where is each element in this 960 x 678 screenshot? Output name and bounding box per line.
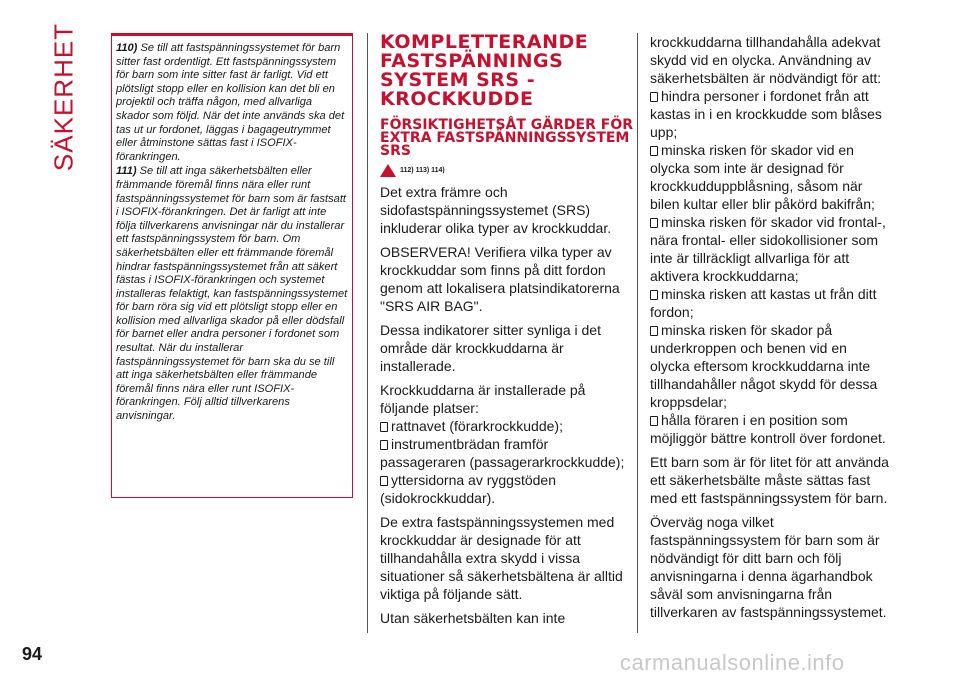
paragraph: Det extra främre och sidofastspänningssystemet (SRS) inkluderar olika typer av krockkuddar.: [380, 184, 612, 236]
reference-numbers: 112) 113) 114): [400, 167, 445, 174]
paragraph: Utan säkerhetsbälten kan inte: [380, 610, 566, 626]
warning-triangle-icon: [380, 164, 396, 177]
list-item-text: minska risken för skador på underkroppen och benen vid en olycka eftersom krockkuddarna inte tillhandahåller något skydd för dessa kroppsdelar;: [650, 322, 878, 410]
watermark: carmanualsonline.info: [620, 650, 845, 675]
column-right: [650, 33, 890, 627]
list-item-text: yttersidorna av ryggstöden (sidokrockkuddar).: [380, 472, 556, 506]
checkbox-bullet-icon: [380, 476, 388, 486]
paragraph: OBSERVERA! Verifiera vilka typer av krockkuddar som finns på ditt fordon genom att lokalisera platsindikatorerna "SRS AIR BAG".: [380, 244, 620, 314]
list-item-text: rattnavet (förarkrockkudde);: [391, 418, 563, 434]
checkbox-bullet-icon: [650, 92, 658, 102]
list-item: [650, 321, 890, 411]
list-item: [650, 213, 890, 285]
warning-number: 111): [116, 165, 137, 178]
list-item-text: minska risken för skador vid en olycka som inte är designad för krockkudduppblåsning, såsom när bilen kultar eller blir påkörd bakifrån;: [650, 142, 875, 212]
list-item: [650, 411, 890, 447]
list-item: [650, 141, 890, 213]
warning-item: [116, 165, 348, 423]
list-item-text: minska risken att kastas ut från ditt fordon;: [650, 286, 877, 320]
paragraph: Dessa indikatorer sitter synliga i det område där krockkuddarna är installerade.: [380, 322, 601, 374]
warning-number: 110): [116, 42, 138, 54]
list-item: [380, 417, 634, 435]
checkbox-bullet-icon: [650, 416, 658, 426]
checkbox-bullet-icon: [380, 422, 388, 432]
column-divider: [367, 33, 368, 633]
list-item: [650, 87, 890, 141]
paragraph: krockkuddarna tillhandahålla adekvat skydd vid en olycka. Användning av säkerhetsbälten är nödvändigt för att:: [650, 34, 882, 86]
checkbox-bullet-icon: [650, 326, 658, 336]
section-heading: KOMPLETTERANDE FASTSPÄNNINGS SYSTEM SRS - KROCKKUDDE: [380, 31, 589, 110]
warning-item: [116, 42, 348, 164]
warning-text: Se till att inga säkerhetsbälten eller främmande föremål finns nära eller runt fastspänningssystemet för barn som är fastsatt i ISOFIX-förankringen. Det är farligt att inte följa tillverkarens anvisningar när du installerar ett fastspänningssystem för barn. Om säkerhetsbälten eller ett främmande föremål hindrar fastspänningssystemet från att säkert fästas i ISOFIX-förankringen och systemet installeras felaktigt, kan fastspänningssystemet för barn röra sig vid ett plötsligt stopp eller en kollision med allvarliga skador på eller dödsfall för barnet eller andra personer i fordonet som resultat. När du installerar fastspänningssystemet för barn ska du se till att inga säkerhetsbälten eller främmande föremål finns nära eller runt ISOFIX-förankringen. Följ alltid tillverkarens anvisningar.: [116, 165, 348, 423]
warning-references: [380, 164, 634, 177]
paragraph: De extra fastspänningssystemen med krockkuddar är designade för att tillhandahålla extra skydd i vissa situationer så säkerhetsbältena är alltid viktiga på följande sätt.: [380, 514, 623, 602]
warning-text: Se till att fastspänningssystemet för barn sitter fast ordentligt. Ett fastspänningssystem för barn som inte sitter fast är farligt. Vid ett plötsligt stopp eller en kollision kan det bli en projektil och träffa någon, med allvarliga skador som följd. När det inte används ska det tas ut ur fordonet, läggas i bagageutrymmet eller åtminstone sättas fast i ISOFIX-förankringen.: [116, 42, 345, 163]
paragraph: Krockkuddarna är installerade på följande platser:: [380, 382, 586, 416]
list-item-text: instrumentbrädan framför passageraren (passagerarkrockkudde);: [380, 436, 625, 470]
section-tab-label: SÄKERHET: [48, 22, 79, 172]
checkbox-bullet-icon: [650, 218, 658, 228]
section-tab: [44, 22, 84, 172]
checkbox-bullet-icon: [380, 440, 388, 450]
subsection-heading: FÖRSIKTIGHETSÅT GÄRDER FÖR EXTRA FASTSPÄNNINGSSYSTEM SRS: [380, 117, 633, 159]
list-item: [380, 435, 634, 471]
column-divider: [637, 33, 638, 633]
checkbox-bullet-icon: [650, 146, 658, 156]
column-middle: [380, 33, 634, 633]
list-item-text: hindra personer i fordonet från att kastas in i en krockkudde som blåses upp;: [650, 88, 882, 140]
paragraph: Överväg noga vilket fastspänningssystem för barn som är nödvändigt för ditt barn och följ anvisningarna i denna ägarhandbok såväl som anvisningarna från tillverkaren av fastspänningssystemet.: [650, 514, 887, 620]
list-item-text: hålla föraren i en position som möjliggör bättre kontroll över fordonet.: [650, 412, 886, 446]
paragraph: Ett barn som är för litet för att använda ett säkerhetsbälte måste sättas fast med ett fastspänningssystem för barn.: [650, 454, 889, 506]
checkbox-bullet-icon: [650, 290, 658, 300]
list-item: [650, 285, 890, 321]
list-item-text: minska risken för skador vid frontal-, nära frontal- eller sidokollisioner som inte är tillräckligt allvarliga för att aktivera krockkuddarna;: [650, 214, 886, 284]
list-item: [380, 471, 634, 507]
page-number: 94: [22, 644, 43, 664]
warning-box: [111, 33, 353, 498]
